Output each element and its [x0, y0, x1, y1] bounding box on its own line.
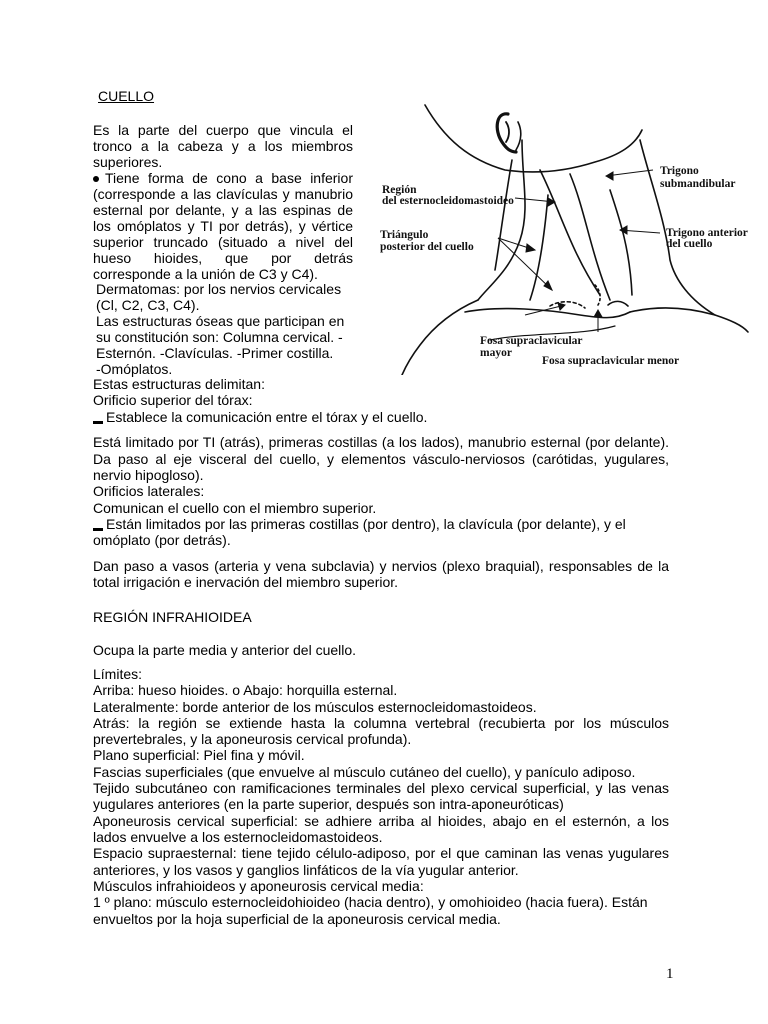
label-trigono-submandibular-2: submandibular — [660, 178, 736, 190]
limits-line-3 — [93, 409, 427, 430]
shape-line-3: esternal por delante, y a las espinas de — [93, 202, 353, 218]
intro-line-3: superiores. — [93, 154, 163, 170]
p4-line-3: Lateralmente: borde anterior de los músculos esternocleidomastoideos. — [93, 699, 537, 715]
page-number: 1 — [666, 966, 674, 982]
label-trigono-anterior-2: del cuello — [666, 238, 713, 250]
label-triangulo-posterior-2: posterior del cuello — [380, 241, 474, 253]
label-trigono-anterior-1: Trigono anterior — [666, 227, 748, 239]
shape-line-6: hueso hioides, que por detrás — [93, 250, 353, 266]
p4-line-10: Aponeurosis cervical superficial: se adhiere arriba al hioides, abajo en el esternón, a los — [93, 813, 669, 829]
derma-line-2: (Cl, C2, C3, C4). — [96, 297, 200, 313]
shape-line-4: los omóplatos y TI por detrás), y vértice — [93, 218, 353, 234]
p1-line-2: Da paso al eje visceral del cuello, y elementos vásculo-nerviosos (carótidas, yugulares, — [93, 451, 669, 467]
label-trigono-submandibular-1: Trigono — [660, 165, 699, 177]
p4-line-9: yugulares anteriores (en la parte superior, después son intra-aponeuróticas) — [93, 796, 564, 812]
p1-line-3: nervio hipogloso). — [93, 467, 204, 483]
label-triangulo-posterior-1: Triángulo — [380, 229, 429, 241]
shape-line-1 — [93, 170, 353, 186]
bones-line-3: Esternón. -Clavículas. -Primer costilla. — [96, 345, 334, 361]
bones-line-4: -Omóplatos. — [96, 361, 173, 377]
p4-line-5: prevertebrales, y la aponeurosis cervical profunda). — [93, 731, 412, 747]
bones-line-2: su constitución son: Columna cervical. - — [96, 329, 343, 345]
p1-line-6-text: Están limitados por las primeras costillas (por dentro), la clavícula (por delante), y el — [106, 516, 626, 532]
p4-line-15: 1 º plano: músculo esternocleidohioideo (hacia dentro), y omohioideo (hacia fuera). Están — [93, 894, 648, 910]
p1-line-1: Está limitado por TI (atrás), primeras costillas (a los lados), manubrio esternal (por delante). — [93, 434, 669, 450]
intro-line-2: tronco a la cabeza y a los miembros — [93, 138, 353, 154]
label-fosa-mayor-1: Fosa supraclavicular — [480, 335, 583, 347]
dash-bullet-icon: ▬ — [93, 416, 103, 427]
p4-line-4: Atrás: la región se extiende hasta la columna vertebral (recubierta por los músculos — [93, 715, 669, 731]
region-title: REGIÓN INFRAHIOIDEA — [93, 609, 252, 625]
p3-line: Ocupa la parte media y anterior del cuello. — [93, 642, 357, 658]
p4-line-6: Plano superficial: Piel fina y móvil. — [93, 747, 305, 763]
label-fosa-mayor-2: mayor — [480, 347, 512, 359]
limits-line-1: Estas estructuras delimitan: — [93, 376, 265, 392]
p4-line-8: Tejido subcutáneo con ramificaciones terminales del plexo cervical superficial, y las venas — [93, 780, 669, 796]
p4-line-7: Fascias superficiales (que envuelve al músculo cutáneo del cuello), y panículo adiposo. — [93, 764, 636, 780]
shape-line-1-text: Tiene forma de cono a base inferior — [105, 170, 353, 186]
p1-line-7: omóplato (por detrás). — [93, 532, 231, 548]
intro-line-1: Es la parte del cuerpo que vincula el — [93, 122, 353, 138]
p4-line-13: anteriores, y los vasos y ganglios linfáticos de la vía yugular anterior. — [93, 862, 519, 878]
p2-line-1: Dan paso a vasos (arteria y vena subclavia) y nervios (plexo braquial), responsables de la — [93, 558, 669, 574]
limits-line-2: Orificio superior del tórax: — [93, 392, 253, 408]
p4-line-1: Límites: — [93, 666, 143, 682]
p4-line-11: lados envuelve a los esternocleidomastoideos. — [93, 829, 383, 845]
p4-line-2: Arriba: hueso hioides. o Abajo: horquilla esternal. — [93, 682, 398, 698]
p1-line-5: Comunican el cuello con el miembro superior. — [93, 500, 377, 516]
label-region-scm-1: Región — [382, 184, 417, 196]
p1-line-4: Orificios laterales: — [93, 483, 205, 499]
bullet-icon — [93, 176, 99, 182]
label-region-scm-2: del esternocleidomastoideo — [382, 195, 514, 207]
p4-line-14: Músculos infrahioideos y aponeurosis cervical media: — [93, 878, 424, 894]
page-title: CUELLO — [98, 88, 155, 104]
neck-anatomy-figure — [370, 100, 750, 375]
bones-line-1: Las estructuras óseas que participan en — [96, 313, 345, 329]
p4-line-16: envueltos por la hoja superficial de la aponeurosis cervical media. — [93, 911, 501, 927]
p2-line-2: total irrigación e inervación del miembro superior. — [93, 574, 399, 590]
shape-line-5: superior truncado (situado a nivel del — [93, 234, 353, 250]
dash-bullet-icon: ▬ — [93, 523, 103, 534]
label-fosa-menor: Fosa supraclavicular menor — [542, 355, 680, 367]
shape-line-2: (corresponde a las clavículas y manubrio — [93, 186, 353, 202]
shape-line-7: corresponde a la unión de C3 y C4). — [93, 266, 318, 282]
p4-line-12: Espacio supraesternal: tiene tejido célulo-adiposo, por el que caminan las venas yugulares — [93, 845, 669, 861]
limits-line-3-text: Establece la comunicación entre el tórax y el cuello. — [106, 409, 428, 425]
figure-arrows — [498, 170, 660, 332]
derma-line-1: Dermatomas: por los nervios cervicales — [96, 281, 342, 297]
